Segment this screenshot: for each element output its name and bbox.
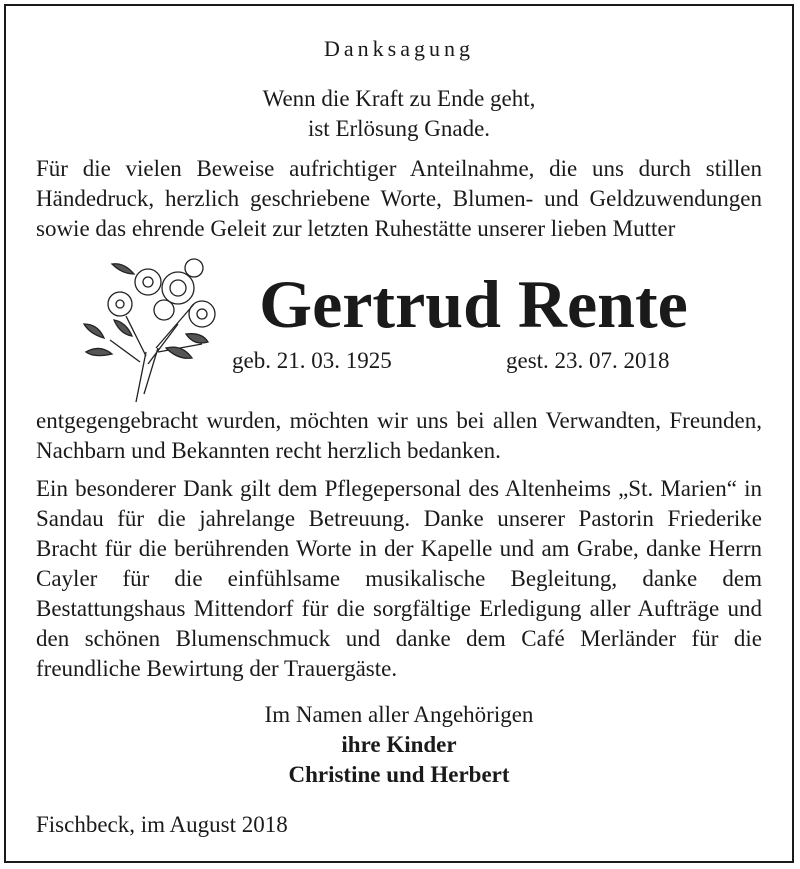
- paragraph-intro: Für die vielen Beweise aufrichtiger Anteilnahme, die uns durch stillen Händedruck, herzlich geschriebene Worte, Blumen- und Geldzuwendungen sowie das ehrende Geleit zur letzten Ruhestätte unserer lieben Mutter: [36, 156, 762, 241]
- paragraph-thanks: entgegengebracht wurden, möchten wir uns bei allen Verwandten, Freunden, Nachbarn und Bekannten recht herzlich bedanken.: [36, 408, 762, 463]
- birth-date: geb. 21. 03. 1925: [232, 348, 392, 373]
- obituary-frame: [4, 4, 794, 863]
- paragraph-special-thanks: Ein besonderer Dank gilt dem Pflegepersonal des Altenheims „St. Marien“ in Sandau für die jahrelange Betreuung. Danke unserer Pastorin Friederike Bracht für die berührenden Worte in der Kapelle und am Grabe, danke Herrn Cayler für die einfühlsame musikalische Begleitung, danke dem Bestattungshaus Mittendorf für die sorgfältige Erledigung aller Aufträge und den schönen Blumenschmuck und danke dem Café Merländer für die freundliche Bewirtung der Trauergäste.: [36, 476, 762, 681]
- motto: [36, 84, 762, 144]
- signature-line-3: Christine und Herbert: [288, 762, 510, 787]
- motto-line-1: Wenn die Kraft zu Ende geht,: [262, 86, 536, 111]
- deceased-name: Gertrud Rente: [259, 266, 688, 342]
- signature-line-2: ihre Kinder: [341, 732, 457, 757]
- signature-line-1: Im Namen aller Angehörigen: [264, 702, 534, 727]
- motto-line-2: ist Erlösung Gnade.: [307, 116, 491, 141]
- flower-bouquet-icon: [74, 244, 234, 404]
- place-date: Fischbeck, im August 2018: [36, 812, 288, 837]
- death-date: gest. 23. 07. 2018: [506, 348, 670, 373]
- heading: Danksagung: [324, 36, 474, 61]
